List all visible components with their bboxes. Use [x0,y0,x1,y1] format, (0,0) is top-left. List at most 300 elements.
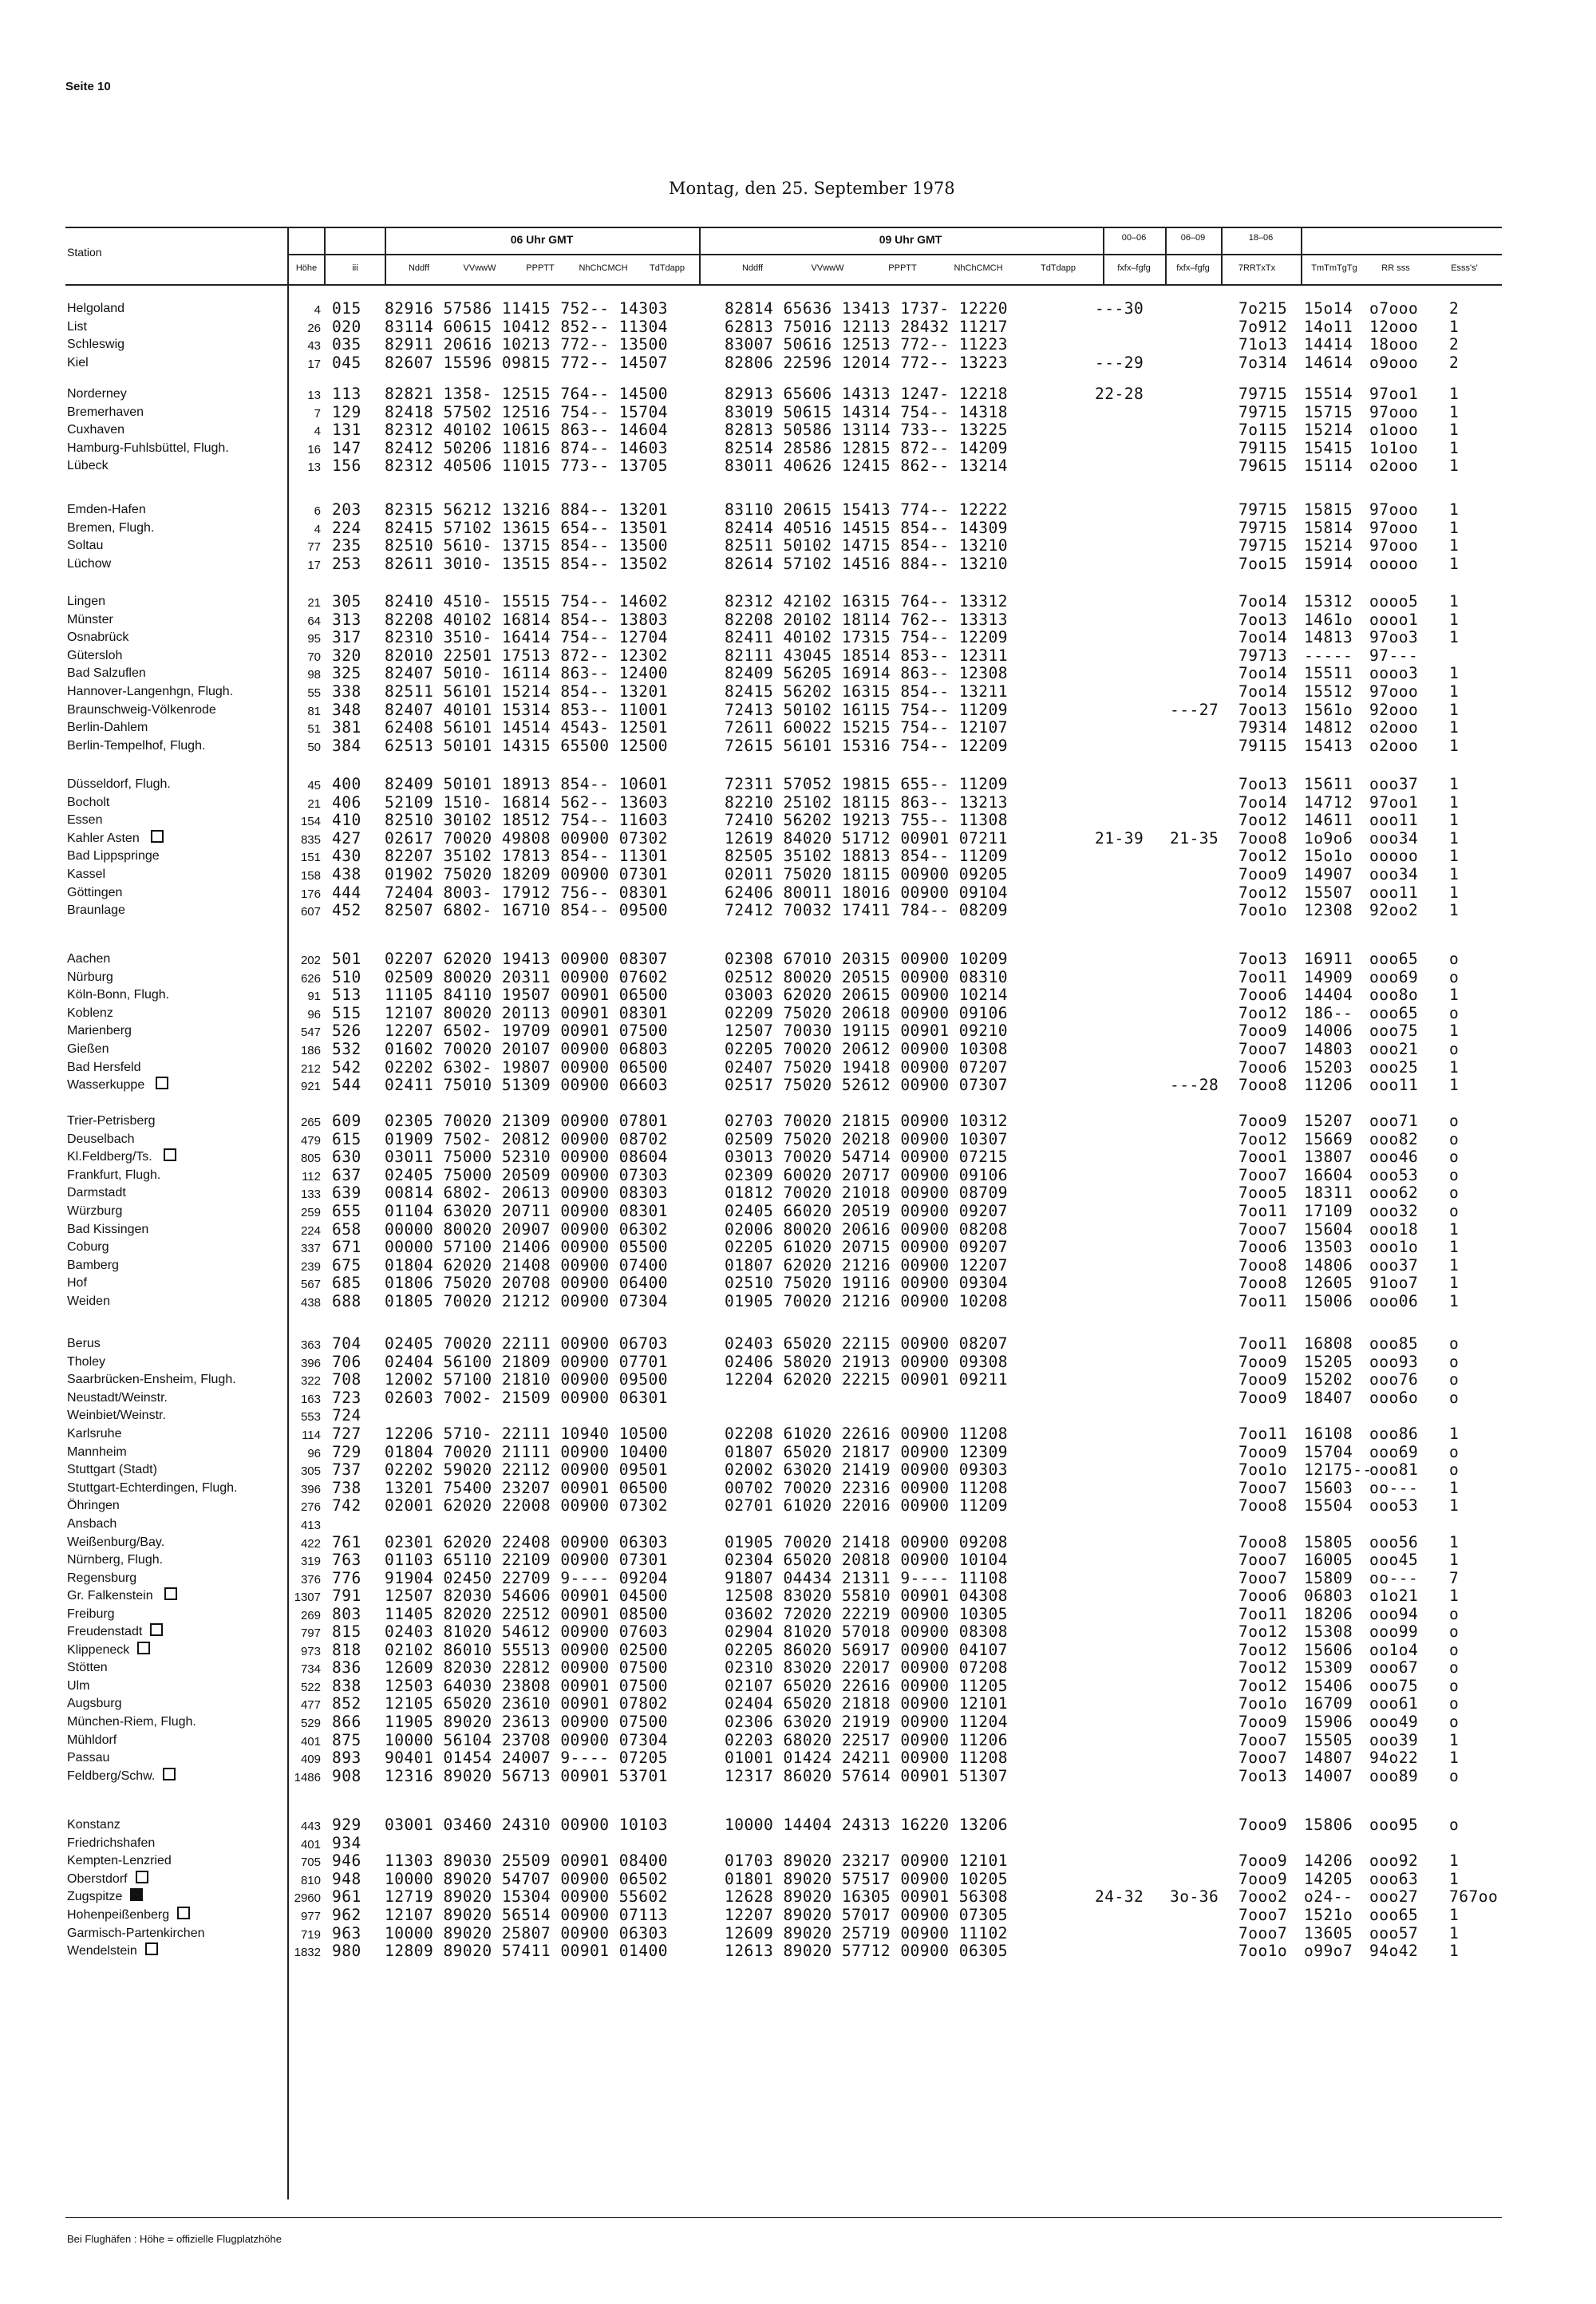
station-label: Öhringen [67,1499,120,1513]
elevation: 477 [300,1698,321,1713]
synop-09: 01807 65020 21817 00900 12309 [725,1442,1008,1461]
elevation: 797 [300,1626,321,1640]
elevation: 1307 [294,1591,321,1605]
group-tmtm: 17109 [1304,1202,1353,1220]
group-tmtm: 15704 [1304,1442,1353,1461]
group-tmtm: 15511 [1304,664,1353,683]
synop-09: 82409 56205 16914 863-- 12308 [725,664,1008,683]
synop-09: 02403 65020 22115 00900 08207 [725,1334,1008,1353]
group-7rr: 7oo14 [1238,682,1288,701]
group-7rr: 7ooo9 [1238,1112,1288,1130]
group-7rr: 7ooo6 [1238,1238,1288,1257]
group-e: o [1449,1816,1460,1834]
group-e: o [1449,1766,1460,1785]
synop-09: 02904 81020 57018 00900 08308 [725,1622,1008,1641]
synop-06: 11405 82020 22512 00901 08500 [385,1605,668,1623]
synop-06: 02301 62020 22408 00900 06303 [385,1532,668,1551]
synop-09: 82414 40516 14515 854-- 14309 [725,518,1008,537]
group-tmtm: 15006 [1304,1292,1353,1310]
elevation: 6 [314,504,321,518]
elevation: 322 [300,1374,321,1389]
group-rr: ooo89 [1369,1766,1419,1785]
group-e: 1 [1449,1076,1460,1095]
synop-09: 02309 60020 20717 00900 09106 [725,1165,1008,1184]
elevation: 522 [300,1680,321,1694]
synop-06: 13201 75400 23207 00901 06500 [385,1478,668,1497]
synop-06: 12107 80020 20113 00901 08301 [385,1003,668,1022]
synop-06: 82312 40102 10615 863-- 14604 [385,421,668,440]
group-7rr: 7oo14 [1238,664,1288,683]
group-e: 1 [1449,1749,1460,1768]
synop-06: 82510 30102 18512 754-- 11603 [385,811,668,830]
station-label: Göttingen [67,885,123,899]
group-e: 1 [1449,865,1460,883]
station-number: 962 [332,1906,361,1924]
synop-09: 83110 20615 15413 774-- 12222 [725,500,1008,519]
elevation: 409 [300,1753,321,1767]
group-7rr: 7oo11 [1238,1425,1288,1443]
group-tmtm: 14414 [1304,335,1353,354]
group-tmtm: 15505 [1304,1730,1353,1749]
station-name [67,1257,119,1275]
group-tmtm: 15815 [1304,500,1353,519]
group-e: 1 [1449,901,1460,920]
group-7rr: 7ooo7 [1238,1219,1288,1239]
station-label: Stuttgart (Stadt) [67,1463,157,1477]
synop-06: 82407 5010- 16114 863-- 12400 [385,664,668,683]
station-number: 838 [332,1676,361,1695]
group-tmtm: 14006 [1304,1022,1353,1041]
group-7rr: 7ooo9 [1238,1816,1288,1834]
station-number: 791 [332,1587,361,1606]
station-number: 129 [332,402,361,421]
station-label: Bad Lippspringe [67,849,160,864]
station-label: Bad Kissingen [67,1222,149,1236]
synop-09: 02209 75020 20618 00900 09106 [725,1003,1008,1022]
station-number: 934 [332,1833,361,1852]
synop-09: 02308 67010 20315 00900 10209 [725,950,1008,968]
filled-square-icon [130,1888,143,1901]
station-number: 727 [332,1425,361,1443]
group-7rr: 7ooo7 [1238,1906,1288,1924]
group-7rr: 7oo12 [1238,1003,1288,1022]
group-e: o [1449,950,1460,968]
station-label: Bocholt [67,795,110,809]
synop-06: 12719 89020 15304 00900 55602 [385,1887,668,1907]
open-square-icon [164,1587,177,1600]
group-e: o [1449,1694,1460,1713]
group-7rr: 7o215 [1238,299,1288,318]
group-rr: o2ooo [1369,718,1419,737]
group-e: 1 [1449,792,1460,812]
station-number: 384 [332,736,361,755]
elevation: 96 [307,1446,321,1460]
group-e: 1 [1449,610,1460,629]
group-tmtm: 15214 [1304,421,1353,440]
group-e: o [1449,1460,1460,1480]
group-tmtm: 16709 [1304,1694,1353,1713]
synop-06: 03001 03460 24310 00900 10103 [385,1816,668,1834]
station-label: Gr. Falkenstein [67,1589,153,1603]
group-7rr: 7oo14 [1238,792,1288,812]
group-tmtm: 15o14 [1304,299,1353,318]
synop-09: 12619 84020 51712 00901 07211 [725,828,1008,848]
station-name [67,1480,237,1497]
station-number: 685 [332,1274,361,1293]
synop-09: 82111 43045 18514 853-- 12311 [725,646,1008,665]
group-e: 1 [1449,883,1460,902]
group-rr: ooo37 [1369,1255,1419,1275]
synop-09: 02405 66020 20519 00900 09207 [725,1202,1008,1220]
synop-09: 03013 70020 54714 00900 07215 [725,1148,1008,1167]
group-rr: ooo61 [1369,1694,1419,1713]
station-name [67,1203,122,1220]
group-tmtm: 14611 [1304,811,1353,830]
station-number: 015 [332,299,361,318]
group-7rr: 79715 [1238,402,1288,421]
group-rr: 12ooo [1369,317,1419,336]
synop-09: 12609 89020 25719 00900 11102 [725,1923,1008,1942]
group-e: 1 [1449,317,1460,336]
group-7rr: 7ooo6 [1238,1057,1288,1077]
synop-09: 02512 80020 20515 00900 08310 [725,967,1008,986]
group-rr: ooo94 [1369,1605,1419,1623]
elevation: 114 [302,1429,321,1442]
station-label: Berus [67,1337,101,1350]
group-e: 1 [1449,682,1460,701]
station-label: Kiel [67,355,89,370]
group-rr: ooo99 [1369,1622,1419,1641]
station-name [67,1732,117,1749]
synop-06: 01806 75020 20708 00900 06400 [385,1274,668,1293]
synop-09: 02510 75020 19116 00900 09304 [725,1274,1008,1293]
group-rr: ooo65 [1369,1003,1419,1022]
station-name [67,1167,160,1184]
synop-09: 00702 70020 22316 00900 11208 [725,1478,1008,1497]
station-label: Coburg [67,1240,109,1255]
station-number: 688 [332,1292,361,1310]
group-e: o [1449,1442,1460,1461]
gust-00-06: 21-39 [1095,828,1144,848]
station-name [67,300,124,318]
synop-06: 02403 81020 54612 00900 07603 [385,1622,668,1641]
group-tmtm: 15507 [1304,883,1353,902]
group-e: o [1449,1640,1460,1659]
group-tmtm: 15415 [1304,438,1353,457]
station-number: 852 [332,1694,361,1713]
station-name [67,1497,120,1515]
group-tmtm: o24-- [1304,1887,1353,1907]
group-e: o [1449,1713,1460,1731]
group-7rr: 79715 [1238,518,1288,537]
elevation: 224 [300,1223,321,1238]
synop-09: 82814 65636 13413 1737- 12220 [725,299,1008,318]
group-tmtm: 15805 [1304,1532,1353,1551]
elevation: 401 [300,1734,321,1749]
group-rr: ooo86 [1369,1425,1419,1443]
group-e: o [1449,1370,1460,1389]
elevation: 337 [300,1242,321,1256]
synop-06: 82607 15596 09815 772-- 14507 [385,353,668,372]
synop-09: 01807 62020 21216 00900 12207 [725,1255,1008,1275]
group-7rr: 7oo13 [1238,700,1288,719]
footnote: Bei Flughäfen : Höhe = offizielle Flugplatzhöhe [67,2233,282,2245]
station-name [67,1570,136,1587]
elevation: 91 [307,990,321,1004]
group-rr: ooo49 [1369,1713,1419,1731]
station-number: 542 [332,1057,361,1077]
station-label: Berlin-Dahlem [67,721,148,735]
group-7rr: 7ooo7 [1238,1040,1288,1058]
group-7rr: 7ooo8 [1238,1274,1288,1293]
group-tmtm: 14614 [1304,353,1353,372]
synop-06: 01104 63020 20711 00900 08301 [385,1202,668,1220]
synop-06: 00000 80020 20907 00900 06302 [385,1219,668,1239]
group-e: 1 [1449,592,1460,611]
station-number: 658 [332,1219,361,1239]
synop-09: 72413 50102 16115 754-- 11209 [725,700,1008,719]
group-tmtm: 11206 [1304,1076,1353,1095]
group-e: o [1449,967,1460,986]
group-7rr: 7oo1o [1238,1460,1288,1480]
station-number: 515 [332,1003,361,1022]
station-number: 131 [332,421,361,440]
group-e: 1 [1449,438,1460,457]
elevation: 45 [307,779,321,792]
station-label: Frankfurt, Flugh. [67,1168,161,1182]
synop-09: 02304 65020 20818 00900 10104 [725,1551,1008,1570]
group-tmtm: 15312 [1304,592,1353,611]
station-label: Mannheim [67,1444,127,1459]
synop-09: 82411 40102 17315 754-- 12209 [725,628,1008,647]
station-name [67,950,110,968]
station-label: Aachen [67,952,111,966]
station-name [67,1888,143,1906]
group-tmtm: 15203 [1304,1057,1353,1077]
group-e: o [1449,1184,1460,1203]
elevation: 50 [307,740,321,754]
group-e: 1 [1449,700,1460,719]
group-rr: o1ooo [1369,421,1419,440]
group-tmtm: 15309 [1304,1658,1353,1678]
group-7rr: 7oo11 [1238,1202,1288,1220]
group-e: 1 [1449,500,1460,519]
group-rr: ooo69 [1369,967,1419,986]
group-7rr: 79715 [1238,385,1288,403]
station-label: Feldberg/Schw. [67,1769,156,1783]
station-name [67,421,124,439]
group-e: 1 [1449,1238,1460,1257]
station-number: 706 [332,1352,361,1371]
gust-00-06: 24-32 [1095,1887,1144,1907]
group-tmtm: 16005 [1304,1551,1353,1570]
station-name [67,1816,120,1834]
station-number: 400 [332,775,361,793]
group-7rr: 7oo12 [1238,811,1288,830]
elevation: 4 [314,425,321,439]
group-rr: ooo8o [1369,986,1419,1005]
station-name [67,1623,163,1641]
synop-09: 62813 75016 12113 28432 11217 [725,317,1008,336]
station-number: 325 [332,664,361,683]
synop-09: 02701 61020 22016 00900 11209 [725,1496,1008,1516]
station-label: Konstanz [67,1818,120,1832]
open-square-icon [151,830,164,843]
station-name [67,848,160,865]
station-number: 203 [332,500,361,519]
station-label: Cuxhaven [67,423,125,437]
group-rr: ooooo [1369,847,1419,866]
header-sub: fxfx–fgfg [1176,263,1210,273]
synop-09: 01801 89020 57517 00900 10205 [725,1869,1008,1888]
station-number: 761 [332,1532,361,1551]
station-label: Bad Hersfeld [67,1060,141,1074]
synop-06: 12002 57100 21810 00900 09500 [385,1370,668,1389]
group-e: 1 [1449,1869,1460,1888]
group-7rr: 7ooo8 [1238,1255,1288,1275]
synop-06: 82407 40101 15314 853-- 11001 [385,700,668,719]
group-7rr: 7ooo6 [1238,1587,1288,1606]
station-name [67,1852,172,1870]
station-label: Bamberg [67,1258,119,1272]
group-e: o [1449,1202,1460,1220]
station-number: 724 [332,1406,361,1425]
station-name [67,1425,121,1443]
synop-09: 12508 83020 55810 00901 04308 [725,1587,1008,1606]
station-name [67,1835,155,1852]
elevation: 607 [300,905,321,919]
group-7rr: 7oo1o [1238,1694,1288,1713]
station-label: Braunlage [67,903,125,918]
station-number: 948 [332,1869,361,1888]
synop-09: 02407 75020 19418 00900 07207 [725,1057,1008,1077]
station-name [67,385,127,403]
group-tmtm: 13807 [1304,1148,1353,1167]
group-tmtm: 15406 [1304,1676,1353,1695]
group-e: o [1449,1388,1460,1407]
elevation: 259 [300,1206,321,1219]
station-label: Weißenburg/Bay. [67,1535,165,1549]
synop-06: 00000 57100 21406 00900 05500 [385,1238,668,1257]
synop-06: 82412 50206 11816 874-- 14603 [385,438,668,457]
synop-06: 02102 86010 55513 00900 02500 [385,1640,668,1659]
group-tmtm: 12308 [1304,901,1353,920]
group-tmtm: 18206 [1304,1605,1353,1623]
station-label: Bad Salzuflen [67,666,146,681]
station-name [67,501,146,519]
header-sub: Esss's' [1451,263,1478,273]
group-rr: ooo34 [1369,865,1419,883]
elevation: 4 [314,522,321,536]
group-rr: ooo11 [1369,1076,1419,1095]
station-label: Stötten [67,1661,108,1675]
elevation: 413 [300,1519,321,1532]
group-e: 1 [1449,421,1460,440]
station-name [67,1221,148,1239]
station-label: Kl.Feldberg/Ts. [67,1150,152,1164]
group-e: 7 [1449,1568,1460,1587]
station-name [67,1148,176,1166]
header-col: TdTdapp [649,263,685,273]
station-number: 723 [332,1388,361,1407]
group-e: 1 [1449,1274,1460,1293]
group-e: o [1449,1040,1460,1058]
station-name [67,1659,108,1677]
group-rr: 97ooo [1369,518,1419,537]
group-rr: 1o1oo [1369,438,1419,457]
station-name [67,1461,157,1479]
station-number: 671 [332,1238,361,1257]
group-rr: ooo39 [1369,1730,1419,1749]
synop-06: 82507 6802- 16710 854-- 09500 [385,901,668,920]
group-7rr: 7ooo9 [1238,1851,1288,1871]
group-rr: ooo11 [1369,883,1419,902]
group-e: 1 [1449,456,1460,476]
elevation: 176 [300,887,321,901]
station-name [67,555,111,573]
group-e: o [1449,1622,1460,1641]
synop-09: 83011 40626 12415 862-- 13214 [725,456,1008,476]
group-e: 1 [1449,718,1460,737]
station-number: 893 [332,1749,361,1768]
station-name [67,737,205,755]
station-label: Gütersloh [67,648,123,662]
station-number: 609 [332,1112,361,1130]
group-tmtm: ----- [1304,646,1353,665]
elevation: 81 [307,704,321,718]
group-e: 1 [1449,1942,1460,1961]
station-number: 501 [332,950,361,968]
group-rr: ooo32 [1369,1202,1419,1220]
synop-06: 12609 82030 22812 00900 07500 [385,1658,668,1678]
synop-06: 12507 82030 54606 00901 04500 [385,1587,668,1606]
station-name [67,647,122,665]
synop-09: 02208 61020 22616 00900 11208 [725,1425,1008,1443]
elevation: 202 [300,954,321,967]
group-rr: ooo65 [1369,950,1419,968]
group-7rr: 7oo13 [1238,1766,1288,1785]
group-tmtm: 16808 [1304,1334,1353,1353]
group-7rr: 7ooo7 [1238,1730,1288,1749]
group-tmtm: 1561o [1304,700,1353,719]
group-7rr: 79713 [1238,646,1288,665]
elevation: 158 [300,869,321,883]
group-rr: o2ooo [1369,456,1419,476]
group-tmtm: o99o7 [1304,1942,1353,1961]
station-label: Kempten-Lenzried [67,1854,172,1868]
open-square-icon [177,1907,190,1919]
station-number: 317 [332,628,361,647]
group-tmtm: 1521o [1304,1906,1353,1924]
station-number: 156 [332,456,361,476]
group-tmtm: 14205 [1304,1869,1353,1888]
group-e: 1 [1449,554,1460,573]
station-name [67,457,109,475]
synop-06: 52109 1510- 16814 562-- 13603 [385,792,668,812]
synop-06: 82409 50101 18913 854-- 10601 [385,775,668,793]
synop-09: 02406 58020 21913 00900 09308 [725,1352,1008,1371]
station-number: 742 [332,1496,361,1516]
group-tmtm: 14404 [1304,986,1353,1005]
synop-06: 82916 57586 11415 752-- 14303 [385,299,668,318]
group-tmtm: 15611 [1304,775,1353,793]
elevation: 265 [300,1116,321,1129]
station-number: 630 [332,1148,361,1167]
station-name [67,1112,156,1130]
elevation: 567 [300,1278,321,1292]
group-rr: ooo57 [1369,1923,1419,1942]
station-label: Trier-Petrisberg [67,1114,156,1128]
